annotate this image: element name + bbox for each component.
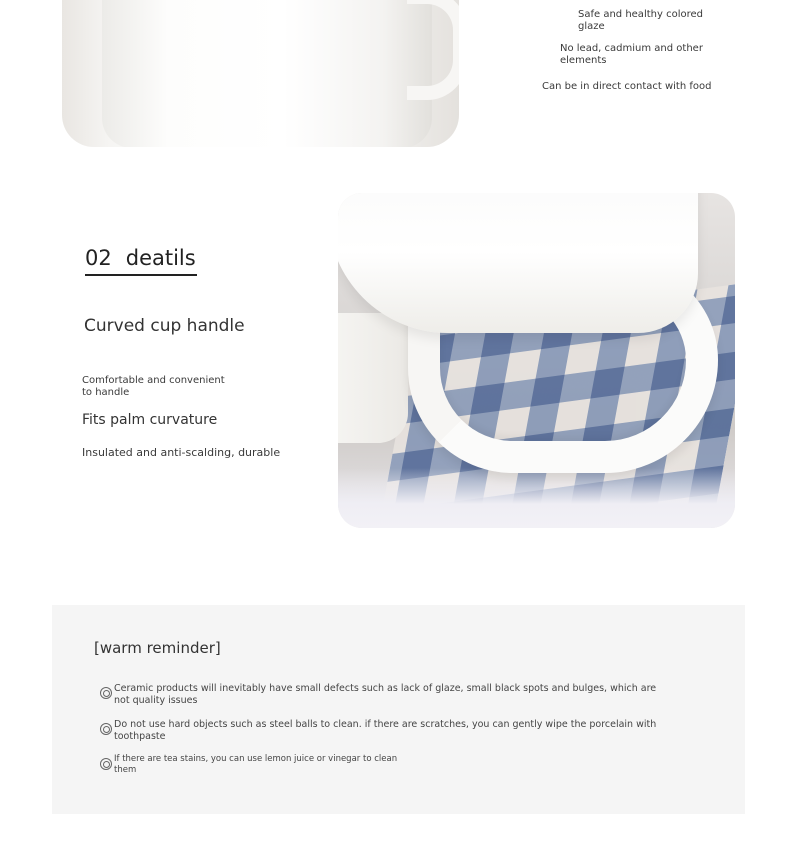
mug-handle (407, 0, 459, 100)
section-number: 02 (85, 246, 112, 270)
reminder-title: [warm reminder] (94, 639, 221, 657)
mug-side (338, 313, 408, 443)
feature-glaze: Safe and healthy colored glaze (578, 9, 703, 32)
mug-top-photo (62, 0, 459, 147)
mug-rim (338, 193, 698, 333)
concentric-ring-icon (100, 723, 112, 735)
section-subtitle: Curved cup handle (84, 316, 245, 336)
reminder-text-tea-stains: If there are tea stains, you can use lemon juice or vinegar to clean them (114, 754, 398, 775)
detail-point-palm: Fits palm curvature (82, 412, 218, 428)
photo-floor (338, 468, 735, 528)
handle-detail-photo (338, 193, 735, 528)
section-title: deatils (125, 246, 196, 270)
mug-body (102, 0, 432, 147)
detail-point-comfort: Comfortable and convenient to handle (82, 375, 225, 398)
reminder-text-defects: Ceramic products will inevitably have small defects such as lack of glaze, small black spots and bulges, which are not quality issues (114, 683, 657, 706)
section-heading (85, 246, 197, 276)
concentric-ring-icon (100, 687, 112, 699)
feature-no-lead: No lead, cadmium and other elements (560, 43, 703, 66)
feature-food-contact: Can be in direct contact with food (542, 81, 712, 92)
detail-point-insulated: Insulated and anti-scalding, durable (82, 446, 281, 459)
warm-reminder-panel (52, 605, 745, 814)
reminder-text-cleaning: Do not use hard objects such as steel balls to clean. if there are scratches, you can gently wipe the porcelain with toothpaste (114, 719, 657, 742)
concentric-ring-icon (100, 758, 112, 770)
